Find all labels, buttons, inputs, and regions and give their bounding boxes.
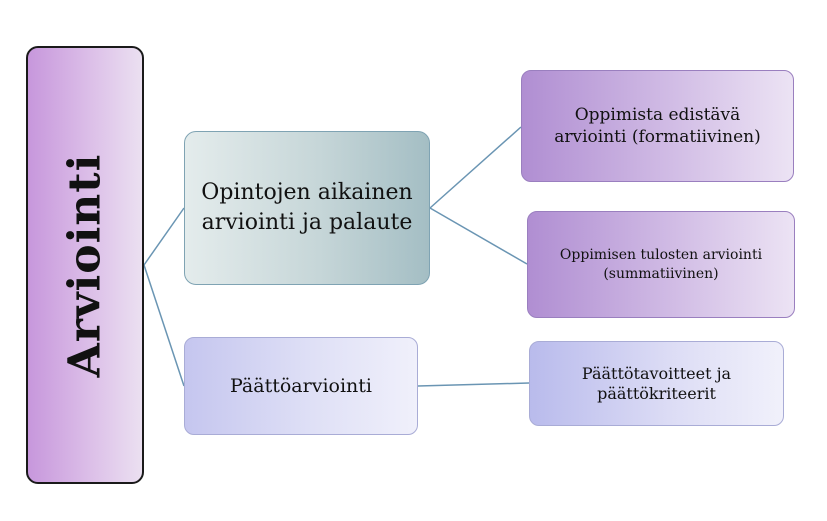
connector-paattoarviointi-to-kriteerit — [418, 383, 529, 386]
node-label — [560, 246, 762, 284]
node-paattotavoitteet-ja-kriteerit — [529, 341, 784, 426]
node-label — [554, 104, 760, 148]
node-label-line-1: Opintojen aikainen — [201, 180, 413, 205]
node-label-line-2: arviointi (formatiivinen) — [554, 127, 761, 147]
connector-opintojen-to-summatiivinen — [430, 208, 527, 264]
node-label-line-1: Oppimisen tulosten arviointi — [559, 246, 763, 263]
node-label — [201, 178, 412, 238]
node-label — [582, 364, 731, 404]
connector-root-to-paattoarviointi — [144, 265, 184, 386]
node-label-line-1: Oppimista edistävä — [574, 105, 741, 125]
root-node-arviointi — [26, 46, 144, 484]
node-paattoarviointi — [184, 337, 418, 435]
node-label-line-2: päättökriteerit — [597, 383, 716, 403]
node-summatiivinen-arviointi — [527, 211, 795, 318]
node-opintojen-aikainen-arviointi — [184, 131, 430, 285]
connector-opintojen-to-formatiivinen — [430, 127, 521, 208]
node-label-line-2: arviointi ja palaute — [201, 210, 413, 235]
node-formatiivinen-arviointi — [521, 70, 794, 182]
node-label-line-2: (summatiivinen) — [603, 265, 719, 282]
connector-root-to-opintojen — [144, 208, 184, 265]
node-label: Päättöarviointi — [230, 375, 372, 397]
node-label-line-1: Päättötavoitteet ja — [581, 363, 732, 383]
root-label: Arviointi — [59, 153, 111, 377]
